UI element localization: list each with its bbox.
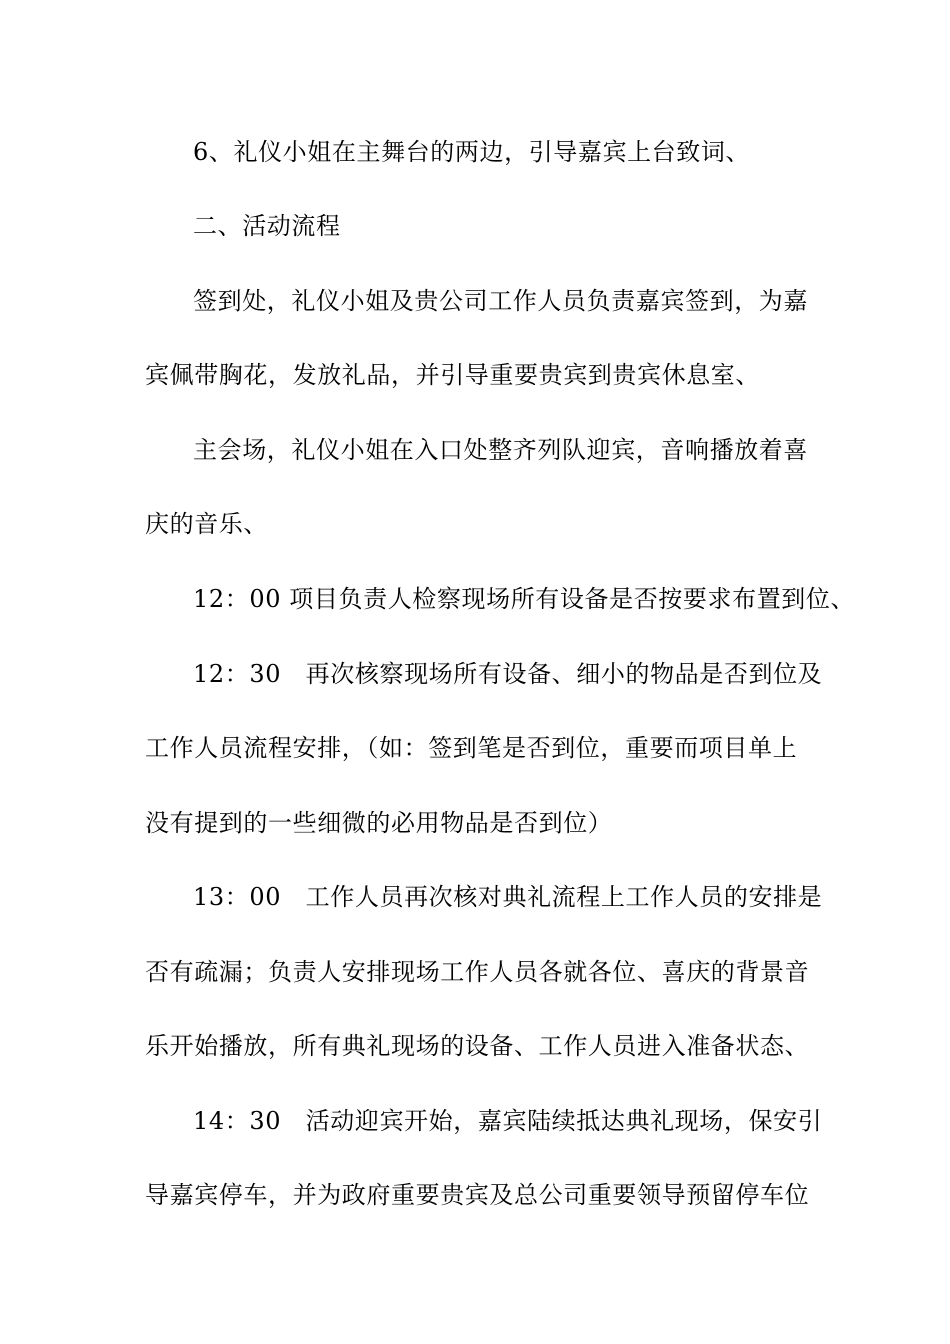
paragraph-line: 6、礼仪小姐在主舞台的两边，引导嘉宾上台致词、 <box>193 138 751 166</box>
paragraph-line: 12：30 再次核察现场所有设备、细小的物品是否到位及 <box>193 660 823 688</box>
paragraph-line: 导嘉宾停车，并为政府重要贵宾及总公司重要领导预留停车位 <box>145 1181 810 1209</box>
paragraph-line: 工作人员流程安排，（如：签到笔是否到位，重要而项目单上 <box>145 734 798 762</box>
paragraph-line: 乐开始播放，所有典礼现场的设备、工作人员进入准备状态、 <box>145 1032 810 1060</box>
paragraph-line: 13：00 工作人员再次核对典礼流程上工作人员的安排是 <box>193 883 823 911</box>
paragraph-line: 否有疏漏；负责人安排现场工作人员各就各位、喜庆的背景音 <box>145 958 810 986</box>
paragraph-line: 主会场，礼仪小姐在入口处整齐列队迎宾，音响播放着喜 <box>193 436 808 464</box>
paragraph-line: 12：00 项目负责人检察现场所有设备是否按要求布置到位、 <box>193 585 856 613</box>
paragraph-line: 宾佩带胸花，发放礼品，并引导重要贵宾到贵宾休息室、 <box>145 361 760 389</box>
paragraph-line: 14：30 活动迎宾开始，嘉宾陆续抵达典礼现场，保安引 <box>193 1107 823 1135</box>
paragraph-line: 庆的音乐、 <box>145 510 268 538</box>
section-heading: 二、活动流程 <box>193 212 341 240</box>
paragraph-line: 签到处，礼仪小姐及贵公司工作人员负责嘉宾签到，为嘉 <box>193 287 808 315</box>
paragraph-line: 没有提到的一些细微的必用物品是否到位） <box>145 809 613 837</box>
